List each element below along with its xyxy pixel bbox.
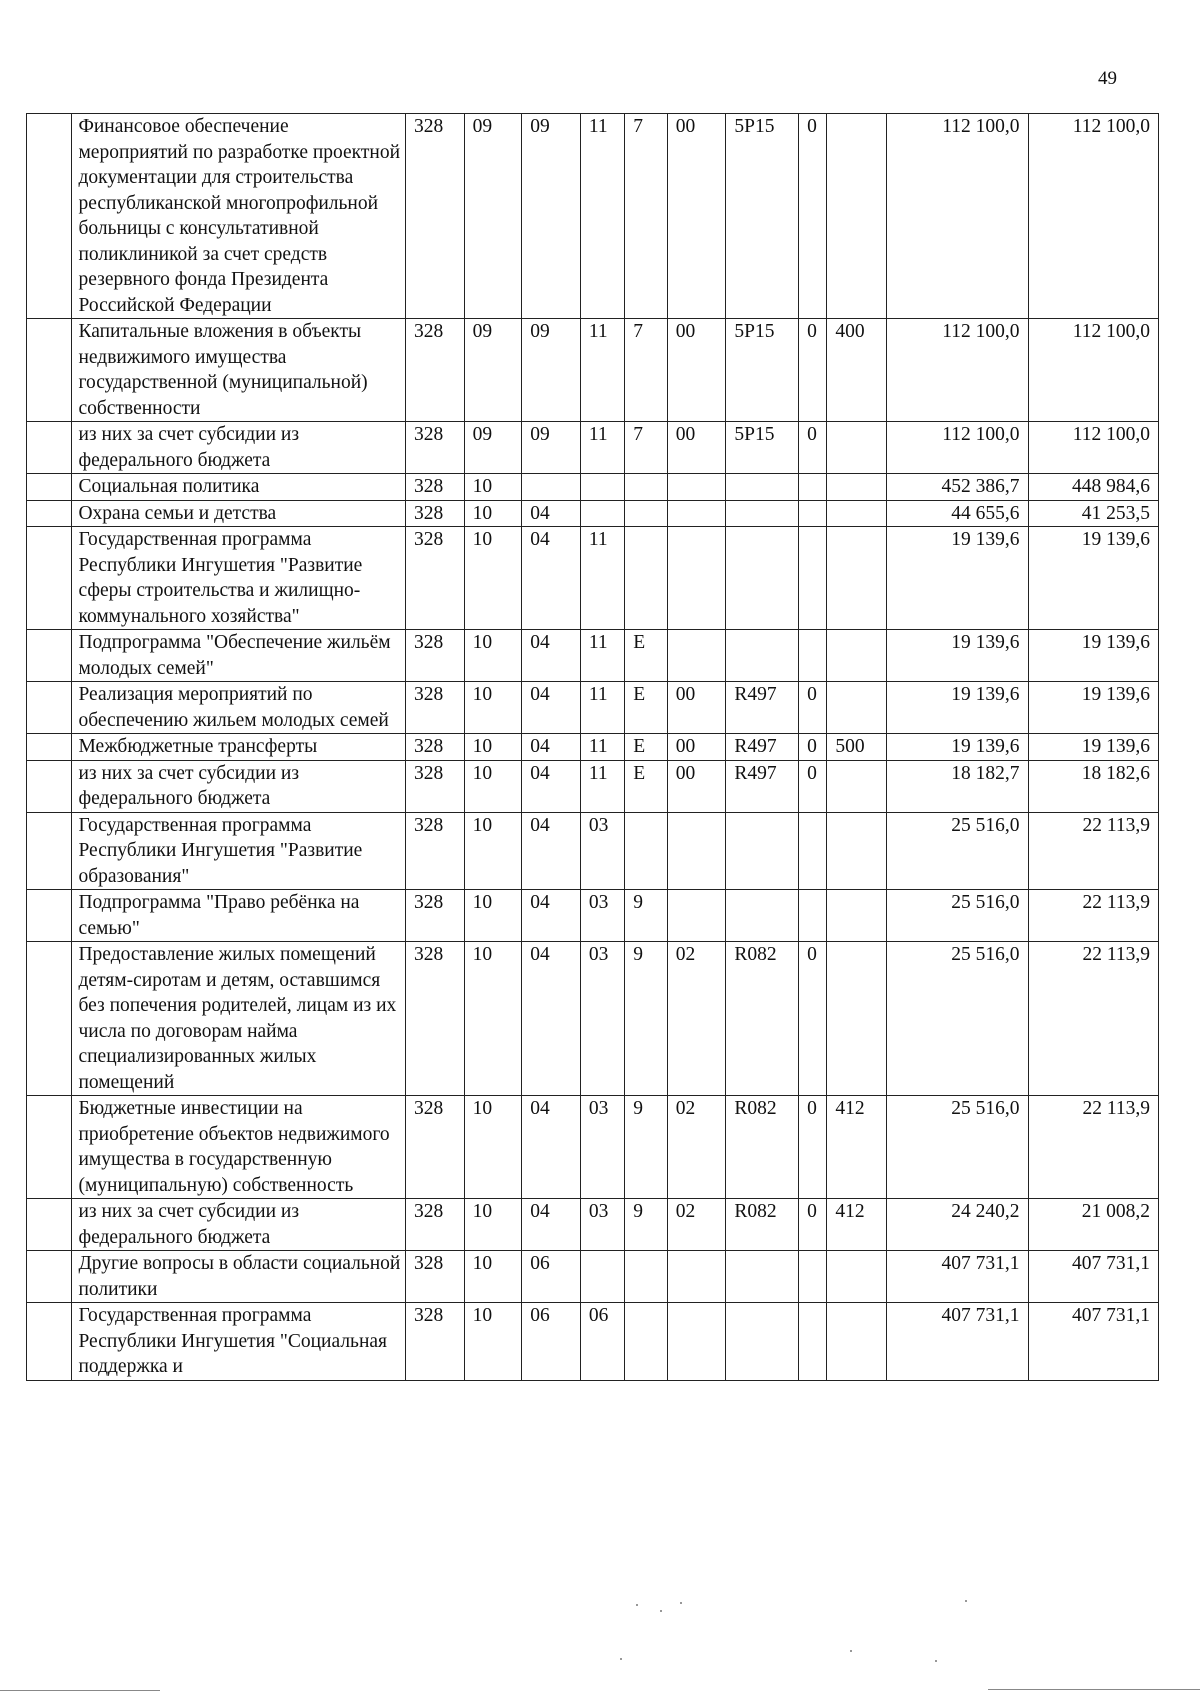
row-code-p4: 5P15 [726, 422, 799, 474]
row-blank-cell [27, 422, 72, 474]
row-name: Государственная программа Республики Ингушетия "Социальная поддержка и [72, 1303, 406, 1381]
row-code-p5 [799, 527, 827, 630]
row-code-p5 [799, 500, 827, 527]
row-code-vr [827, 1251, 887, 1303]
row-name: Другие вопросы в области социальной политики [72, 1251, 406, 1303]
row-blank-cell [27, 734, 72, 761]
row-code-p1: 11 [580, 630, 624, 682]
row-code-pr [522, 474, 581, 501]
row-code-p5 [799, 1303, 827, 1381]
row-code-vr [827, 527, 887, 630]
row-code-p3 [667, 890, 726, 942]
row-sum1: 112 100,0 [887, 114, 1029, 319]
row-code-vr [827, 682, 887, 734]
row-sum2: 19 139,6 [1028, 734, 1158, 761]
row-code-vr [827, 1303, 887, 1381]
row-code-vr: 412 [827, 1096, 887, 1199]
row-code-p1: 11 [580, 760, 624, 812]
row-code-p2 [625, 474, 667, 501]
row-code-p3 [667, 474, 726, 501]
row-sum2: 448 984,6 [1028, 474, 1158, 501]
row-code-p1: 03 [580, 1096, 624, 1199]
row-code-p1: 11 [580, 319, 624, 422]
row-code-p4: R497 [726, 760, 799, 812]
row-code-ved: 328 [406, 1303, 465, 1381]
row-blank-cell [27, 319, 72, 422]
row-code-p2: 9 [625, 1199, 667, 1251]
row-code-rz: 10 [464, 890, 522, 942]
row-sum2: 22 113,9 [1028, 1096, 1158, 1199]
row-code-rz: 10 [464, 760, 522, 812]
budget-table [26, 113, 1159, 1381]
row-code-p3 [667, 500, 726, 527]
row-code-p1: 11 [580, 734, 624, 761]
row-code-p2: E [625, 760, 667, 812]
row-sum2: 407 731,1 [1028, 1251, 1158, 1303]
row-code-vr [827, 890, 887, 942]
row-code-p5: 0 [799, 114, 827, 319]
row-blank-cell [27, 890, 72, 942]
row-code-rz: 10 [464, 942, 522, 1096]
row-code-p3: 02 [667, 1096, 726, 1199]
row-code-p3 [667, 812, 726, 890]
row-code-p5: 0 [799, 319, 827, 422]
row-code-p2 [625, 527, 667, 630]
row-sum2: 112 100,0 [1028, 319, 1158, 422]
row-code-vr [827, 760, 887, 812]
row-code-ved: 328 [406, 422, 465, 474]
row-code-ved: 328 [406, 1096, 465, 1199]
row-sum1: 112 100,0 [887, 422, 1029, 474]
row-code-vr [827, 500, 887, 527]
row-code-p4 [726, 890, 799, 942]
row-blank-cell [27, 500, 72, 527]
row-code-rz: 10 [464, 1251, 522, 1303]
row-code-ved: 328 [406, 760, 465, 812]
scan-speck [850, 1650, 852, 1652]
row-code-p5: 0 [799, 1199, 827, 1251]
row-code-p1: 11 [580, 114, 624, 319]
row-code-p2 [625, 812, 667, 890]
row-sum2: 18 182,6 [1028, 760, 1158, 812]
row-name: Реализация мероприятий по обеспечению жильем молодых семей [72, 682, 406, 734]
row-code-p4: R082 [726, 1199, 799, 1251]
table-row [27, 682, 1159, 734]
row-code-ved: 328 [406, 812, 465, 890]
row-sum1: 25 516,0 [887, 942, 1029, 1096]
row-blank-cell [27, 760, 72, 812]
row-code-rz: 10 [464, 734, 522, 761]
row-code-p4: R082 [726, 942, 799, 1096]
row-code-p1 [580, 500, 624, 527]
row-sum1: 19 139,6 [887, 682, 1029, 734]
row-code-ved: 328 [406, 942, 465, 1096]
row-sum1: 19 139,6 [887, 734, 1029, 761]
row-name: Предоставление жилых помещений детям-сиротам и детям, оставшимся без попечения родителей, лицам из их числа по договорам найма специализированных жилых помещений [72, 942, 406, 1096]
row-sum1: 44 655,6 [887, 500, 1029, 527]
row-blank-cell [27, 1251, 72, 1303]
row-sum2: 112 100,0 [1028, 114, 1158, 319]
row-sum1: 19 139,6 [887, 527, 1029, 630]
row-sum2: 19 139,6 [1028, 682, 1158, 734]
row-code-p3 [667, 1303, 726, 1381]
row-code-pr: 04 [522, 890, 581, 942]
row-code-p5: 0 [799, 1096, 827, 1199]
row-name: из них за счет субсидии из федерального бюджета [72, 422, 406, 474]
row-name: Подпрограмма "Обеспечение жильём молодых семей" [72, 630, 406, 682]
row-blank-cell [27, 812, 72, 890]
row-sum1: 25 516,0 [887, 1096, 1029, 1199]
row-sum1: 112 100,0 [887, 319, 1029, 422]
row-code-p3: 00 [667, 682, 726, 734]
row-name: Государственная программа Республики Ингушетия "Развитие сферы строительства и жилищно-коммунального хозяйства" [72, 527, 406, 630]
row-code-ved: 328 [406, 527, 465, 630]
table-row [27, 1199, 1159, 1251]
row-code-rz: 09 [464, 422, 522, 474]
table-row [27, 500, 1159, 527]
scan-speck [660, 1610, 662, 1612]
row-code-p4 [726, 474, 799, 501]
row-code-vr [827, 942, 887, 1096]
row-code-vr [827, 474, 887, 501]
row-code-ved: 328 [406, 474, 465, 501]
row-code-ved: 328 [406, 1251, 465, 1303]
row-sum1: 452 386,7 [887, 474, 1029, 501]
row-code-rz: 10 [464, 527, 522, 630]
row-blank-cell [27, 1096, 72, 1199]
row-code-p4: R497 [726, 734, 799, 761]
row-sum2: 41 253,5 [1028, 500, 1158, 527]
row-code-p5 [799, 474, 827, 501]
row-blank-cell [27, 630, 72, 682]
row-code-p3: 00 [667, 760, 726, 812]
row-code-p3 [667, 527, 726, 630]
row-code-pr: 04 [522, 630, 581, 682]
table-row [27, 630, 1159, 682]
row-code-p3: 00 [667, 422, 726, 474]
scan-line-right [988, 1689, 1200, 1690]
row-code-pr: 09 [522, 422, 581, 474]
table-row [27, 942, 1159, 1096]
table-row [27, 422, 1159, 474]
row-code-ved: 328 [406, 114, 465, 319]
scan-line-left [0, 1690, 160, 1691]
row-code-vr [827, 630, 887, 682]
table-row [27, 760, 1159, 812]
row-code-p5: 0 [799, 760, 827, 812]
row-code-vr [827, 812, 887, 890]
scan-speck [620, 1658, 622, 1660]
row-code-p1: 11 [580, 527, 624, 630]
row-code-p4: 5P15 [726, 114, 799, 319]
row-blank-cell [27, 474, 72, 501]
row-name: Подпрограмма "Право ребёнка на семью" [72, 890, 406, 942]
table-row [27, 319, 1159, 422]
row-code-ved: 328 [406, 734, 465, 761]
row-code-p4 [726, 630, 799, 682]
row-blank-cell [27, 1199, 72, 1251]
row-sum2: 22 113,9 [1028, 890, 1158, 942]
row-code-vr [827, 114, 887, 319]
row-code-p1: 03 [580, 890, 624, 942]
row-code-ved: 328 [406, 1199, 465, 1251]
row-code-p4: R082 [726, 1096, 799, 1199]
row-sum2: 22 113,9 [1028, 812, 1158, 890]
row-name: Межбюджетные трансферты [72, 734, 406, 761]
scan-speck [680, 1602, 682, 1604]
row-code-p5 [799, 812, 827, 890]
row-code-p3 [667, 1251, 726, 1303]
row-code-p5: 0 [799, 942, 827, 1096]
row-code-pr: 04 [522, 760, 581, 812]
row-sum1: 407 731,1 [887, 1251, 1029, 1303]
row-code-p1: 06 [580, 1303, 624, 1381]
row-code-p5 [799, 1251, 827, 1303]
row-sum2: 22 113,9 [1028, 942, 1158, 1096]
row-code-p5: 0 [799, 422, 827, 474]
table-row [27, 474, 1159, 501]
row-code-ved: 328 [406, 682, 465, 734]
row-sum1: 19 139,6 [887, 630, 1029, 682]
row-code-p1: 03 [580, 1199, 624, 1251]
row-code-vr: 500 [827, 734, 887, 761]
page-number: 49 [1098, 68, 1117, 89]
row-code-p5 [799, 890, 827, 942]
row-code-pr: 04 [522, 682, 581, 734]
row-name: Социальная политика [72, 474, 406, 501]
row-code-p5: 0 [799, 682, 827, 734]
row-code-rz: 10 [464, 474, 522, 501]
row-name: Финансовое обеспечение мероприятий по разработке проектной документации для строительства республиканской многопрофильной больницы с консультативной поликлиникой за счет средств резервного фонда Президента Российской Федерации [72, 114, 406, 319]
row-code-p2 [625, 1251, 667, 1303]
row-blank-cell [27, 682, 72, 734]
row-code-pr: 04 [522, 812, 581, 890]
row-code-pr: 04 [522, 1199, 581, 1251]
row-code-p2 [625, 1303, 667, 1381]
row-blank-cell [27, 942, 72, 1096]
row-code-p4 [726, 812, 799, 890]
row-code-p4 [726, 1251, 799, 1303]
row-sum2: 407 731,1 [1028, 1303, 1158, 1381]
row-code-p2: 7 [625, 319, 667, 422]
row-code-rz: 09 [464, 319, 522, 422]
row-sum1: 25 516,0 [887, 890, 1029, 942]
row-code-pr: 04 [522, 1096, 581, 1199]
row-code-p2: E [625, 682, 667, 734]
table-row [27, 890, 1159, 942]
row-code-p3: 02 [667, 942, 726, 1096]
row-code-p5 [799, 630, 827, 682]
row-code-rz: 09 [464, 114, 522, 319]
row-code-p3: 02 [667, 1199, 726, 1251]
row-code-p2: 7 [625, 422, 667, 474]
row-code-p2: E [625, 630, 667, 682]
row-name: Государственная программа Республики Ингушетия "Развитие образования" [72, 812, 406, 890]
table-row [27, 812, 1159, 890]
row-code-p5: 0 [799, 734, 827, 761]
table-row [27, 734, 1159, 761]
row-code-p1 [580, 474, 624, 501]
row-name: Бюджетные инвестиции на приобретение объектов недвижимого имущества в государственную (муниципальную) собственность [72, 1096, 406, 1199]
row-code-rz: 10 [464, 500, 522, 527]
row-code-rz: 10 [464, 682, 522, 734]
row-blank-cell [27, 527, 72, 630]
row-code-ved: 328 [406, 500, 465, 527]
row-code-p1: 11 [580, 422, 624, 474]
row-code-ved: 328 [406, 890, 465, 942]
row-code-p1 [580, 1251, 624, 1303]
scan-speck [935, 1660, 937, 1662]
row-code-p2 [625, 500, 667, 527]
row-code-vr: 412 [827, 1199, 887, 1251]
table-row [27, 1251, 1159, 1303]
row-code-pr: 06 [522, 1251, 581, 1303]
row-code-rz: 10 [464, 812, 522, 890]
row-code-vr: 400 [827, 319, 887, 422]
row-code-pr: 04 [522, 734, 581, 761]
row-sum2: 19 139,6 [1028, 527, 1158, 630]
row-name: из них за счет субсидии из федерального бюджета [72, 1199, 406, 1251]
row-code-p4: R497 [726, 682, 799, 734]
row-code-rz: 10 [464, 1303, 522, 1381]
table-row [27, 114, 1159, 319]
row-code-p1: 03 [580, 942, 624, 1096]
row-code-p1: 11 [580, 682, 624, 734]
row-code-p2: 9 [625, 1096, 667, 1199]
row-code-p3: 00 [667, 114, 726, 319]
table-row [27, 1303, 1159, 1381]
row-code-ved: 328 [406, 630, 465, 682]
row-code-pr: 09 [522, 114, 581, 319]
row-code-p4: 5P15 [726, 319, 799, 422]
row-code-pr: 04 [522, 942, 581, 1096]
row-code-p3: 00 [667, 734, 726, 761]
row-sum1: 407 731,1 [887, 1303, 1029, 1381]
row-blank-cell [27, 114, 72, 319]
row-code-p2: 9 [625, 942, 667, 1096]
row-code-pr: 09 [522, 319, 581, 422]
row-code-p3 [667, 630, 726, 682]
table-row [27, 527, 1159, 630]
table-row [27, 1096, 1159, 1199]
row-code-ved: 328 [406, 319, 465, 422]
scan-speck [965, 1600, 967, 1602]
row-code-p1: 03 [580, 812, 624, 890]
row-code-p3: 00 [667, 319, 726, 422]
row-sum2: 112 100,0 [1028, 422, 1158, 474]
row-code-rz: 10 [464, 1199, 522, 1251]
row-code-p4 [726, 500, 799, 527]
row-name: Капитальные вложения в объекты недвижимого имущества государственной (муниципальной) собственности [72, 319, 406, 422]
scan-speck [636, 1604, 638, 1606]
row-sum1: 18 182,7 [887, 760, 1029, 812]
row-code-rz: 10 [464, 630, 522, 682]
row-code-p2: 7 [625, 114, 667, 319]
row-sum1: 25 516,0 [887, 812, 1029, 890]
row-code-pr: 06 [522, 1303, 581, 1381]
row-code-p4 [726, 527, 799, 630]
row-blank-cell [27, 1303, 72, 1381]
row-sum1: 24 240,2 [887, 1199, 1029, 1251]
row-name: Охрана семьи и детства [72, 500, 406, 527]
row-code-pr: 04 [522, 500, 581, 527]
row-code-rz: 10 [464, 1096, 522, 1199]
row-code-p2: 9 [625, 890, 667, 942]
row-sum2: 21 008,2 [1028, 1199, 1158, 1251]
row-code-p2: E [625, 734, 667, 761]
row-name: из них за счет субсидии из федерального бюджета [72, 760, 406, 812]
row-code-p4 [726, 1303, 799, 1381]
row-code-pr: 04 [522, 527, 581, 630]
row-sum2: 19 139,6 [1028, 630, 1158, 682]
row-code-vr [827, 422, 887, 474]
table-body [27, 114, 1159, 1381]
